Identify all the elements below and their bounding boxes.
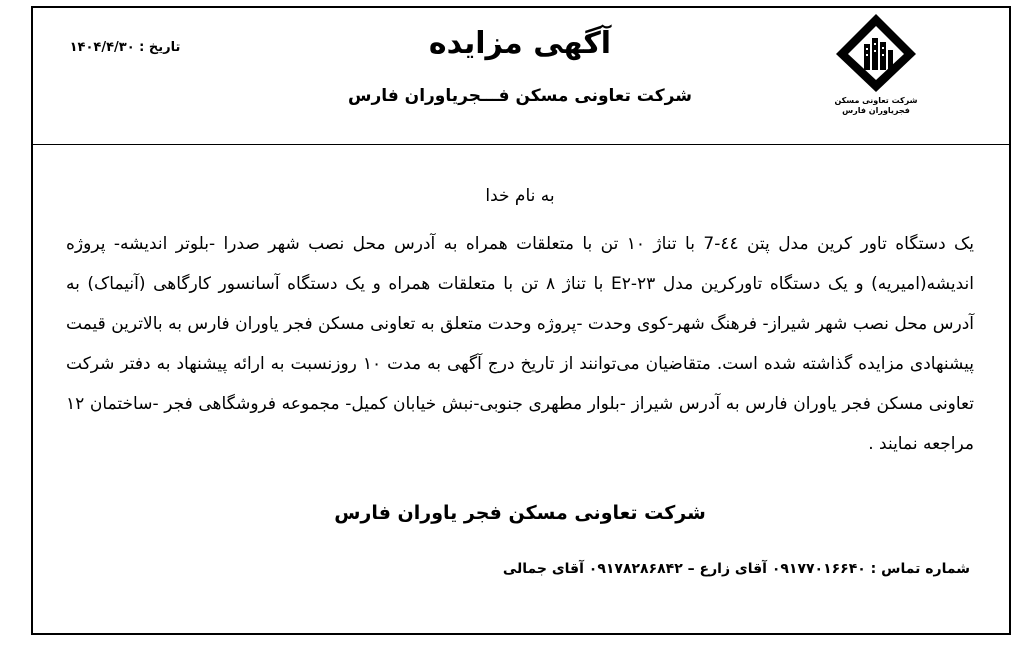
company-logo [826, 12, 926, 124]
logo-caption-line1: شرکت تعاونی مسکن [834, 96, 918, 105]
contact-line: شماره تماس : ۰۹۱۷۷۰۱۶۶۴۰ آقای زارع – ۰۹۱۷۸۲۸۶۸۴۲ آقای جمالی [502, 561, 970, 577]
date-line [40, 38, 210, 58]
page-title: آگهی مزایده [428, 26, 612, 61]
date-value: ۱۴۰۴/۴/۳۰ [69, 40, 135, 55]
signature-company: شرکت تعاونی مسکن فجر یاوران فارس [334, 502, 706, 524]
company-subtitle: شرکت تعاونی مسکن فـــجریاوران فارس [348, 86, 692, 106]
date-label: تاریخ : [139, 40, 181, 55]
header-divider [31, 144, 1011, 145]
logo-caption [826, 96, 926, 116]
company-logo-icon [834, 12, 918, 94]
logo-caption-line2: فجریاوران فارس [842, 106, 910, 115]
notice-body: یک دستگاه تاور کرین مدل پتن ٤٤-7 با تناژ ۱۰ تن با متعلقات همراه به آدرس محل نصب شهر صدرا -بلوتر اندیشه- پروژه اندیشه(امیریه) و یک دستگاه تاورکرین مدل ۲۳-E۲ با تناژ ۸ تن با متعلقات همراه و یک دستگاه آسانسور کارگاهی (آنیماک) به آدرس محل نصب شهر شیراز- فرهنگ شهر-کوی وحدت -پروژه وحدت متعلق به تعاونی مسکن فجر یاوران فارس به بالاترین قیمت پیشنهادی مزایده گذاشته شده است. متقاضیان می‌توانند از تاریخ درج آگهی به مدت ۱۰ روزنسبت به ارائه پیشنهاد به دفتر شرکت تعاونی مسکن فجر یاوران فارس به آدرس شیراز -بلوار مطهری جنوبی-نبش خیابان کمیل- مجموعه فروشگاهی فجر -ساختمان ۱۲ مراجعه نمایند . [66, 234, 975, 454]
basmala: به نام خدا [485, 186, 555, 206]
